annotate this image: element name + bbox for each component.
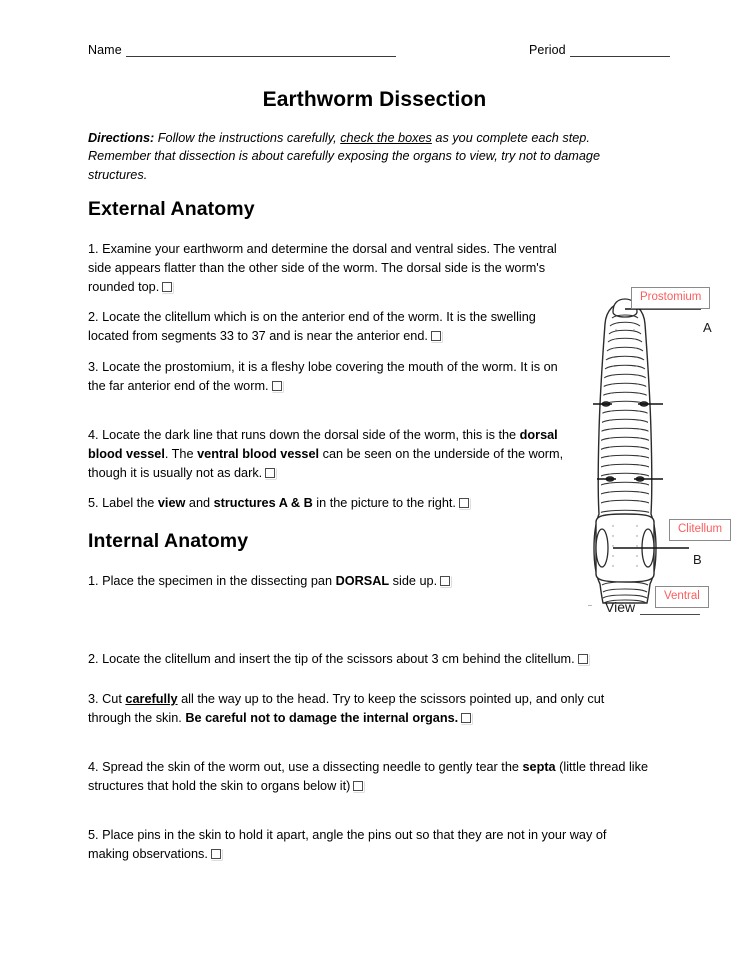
- item-text-a: Spread the skin of the worm out, use a dissecting needle to gently tear the: [98, 760, 523, 774]
- term-dorsal: DORSAL: [335, 574, 390, 588]
- checkbox-external-3[interactable]: [272, 381, 282, 391]
- list-item-internal-3: [88, 690, 648, 728]
- period-label: Period: [529, 43, 566, 57]
- item-text-b: . The: [164, 446, 198, 461]
- name-field-group: [88, 43, 396, 57]
- earthworm-illustration: [583, 282, 749, 627]
- page-title: Earthworm Dissection: [262, 88, 487, 111]
- item-text-a: Cut: [98, 692, 126, 706]
- checkbox-external-4[interactable]: [265, 468, 275, 478]
- checkbox-external-2[interactable]: [431, 331, 441, 341]
- item-text-a: Place the specimen in the dissecting pan: [98, 574, 336, 588]
- item-text-c: can be seen on the underside of the worm, though it is usually not as dark.: [88, 446, 564, 480]
- item-text-c: in the picture to the right.: [312, 496, 456, 510]
- section-heading-external: External Anatomy: [88, 198, 255, 220]
- item-number: 5.: [88, 496, 99, 510]
- view-text: View: [605, 599, 636, 615]
- term-view: view: [157, 496, 186, 510]
- item-text-a: Locate the dark line that runs down the dorsal side of the worm, this is the: [98, 428, 520, 442]
- checkbox-internal-3[interactable]: [461, 713, 471, 723]
- earthworm-diagram: [583, 282, 749, 627]
- list-item-external-4: [88, 426, 568, 482]
- list-item-external-2: [88, 308, 575, 346]
- item-text: Place pins in the skin to hold it apart, angle the pins out so that they are not in your way of making observations.: [88, 828, 607, 861]
- list-item-internal-1: [88, 572, 568, 591]
- period-field-group: [529, 43, 670, 57]
- item-text-b: (little thread like structures that hold the skin to organs below it): [88, 760, 648, 793]
- name-label: Name: [88, 43, 122, 57]
- item-number: 5.: [88, 828, 99, 842]
- item-number: 4.: [88, 428, 99, 442]
- view-blank-line[interactable]: [640, 604, 700, 615]
- list-item-internal-5: [88, 826, 648, 864]
- directions-paragraph: [88, 129, 656, 184]
- period-blank-line[interactable]: [570, 44, 670, 57]
- checkbox-internal-5[interactable]: [211, 849, 221, 859]
- item-number: 3.: [88, 360, 99, 374]
- label-box-prostomium[interactable]: Prostomium: [631, 287, 710, 309]
- checkbox-internal-4[interactable]: [353, 781, 363, 791]
- directions-text-2: as you complete each step. Remember that dissection is about carefully exposing the organs to view, try not to damage structures.: [88, 131, 601, 182]
- warning-internal-organs: Be careful not to damage the internal organs.: [185, 710, 459, 725]
- label-box-clitellum[interactable]: Clitellum: [669, 519, 731, 541]
- term-septa: septa: [522, 760, 556, 774]
- directions-text-1: Follow the instructions carefully,: [154, 131, 341, 145]
- item-number: 2.: [88, 652, 99, 666]
- checkbox-internal-1[interactable]: [440, 576, 450, 586]
- directions-underlined-phrase: check the boxes: [340, 131, 432, 145]
- list-item-internal-2: [88, 650, 588, 669]
- view-label-group: [605, 599, 700, 615]
- item-text-b: all the way up to the head. Try to keep the scissors pointed up, and only cut through the skin.: [88, 692, 605, 725]
- term-structures-ab: structures A & B: [213, 496, 313, 510]
- term-carefully: carefully: [125, 692, 178, 706]
- structure-letter-a: A: [703, 320, 712, 335]
- term-ventral-blood-vessel: ventral blood vessel: [197, 446, 320, 461]
- page-header: [88, 43, 661, 63]
- item-text-b: side up.: [389, 574, 438, 588]
- item-number: 3.: [88, 692, 99, 706]
- item-text: Locate the clitellum and insert the tip of the scissors about 3 cm behind the clitellum.: [98, 652, 575, 666]
- item-text: Locate the clitellum which is on the anterior end of the worm. It is the swelling located from segments 33 to 37 and is near the anterior end.: [88, 310, 536, 343]
- directions-label: Directions:: [88, 131, 155, 145]
- item-number: 4.: [88, 760, 99, 774]
- list-item-internal-4: [88, 758, 648, 796]
- section-heading-internal: Internal Anatomy: [88, 530, 249, 552]
- item-number: 1.: [88, 242, 99, 256]
- item-text-b: and: [185, 496, 214, 510]
- structure-letter-b: B: [693, 552, 702, 567]
- item-number: 1.: [88, 574, 99, 588]
- checkbox-external-1[interactable]: [162, 282, 172, 292]
- term-dorsal-blood-vessel: dorsal blood vessel: [88, 428, 558, 461]
- list-item-external-5: [88, 494, 568, 513]
- item-text: Locate the prostomium, it is a fleshy lobe covering the mouth of the worm. It is on the far anterior end of the worm.: [88, 360, 558, 393]
- label-box-ventral[interactable]: Ventral: [655, 586, 709, 608]
- name-blank-line[interactable]: [126, 44, 396, 57]
- item-number: 2.: [88, 310, 99, 324]
- checkbox-external-5[interactable]: [459, 498, 469, 508]
- checkbox-internal-2[interactable]: [578, 654, 588, 664]
- view-tick-mark: –: [588, 602, 592, 609]
- item-text-a: Label the: [98, 496, 158, 510]
- list-item-external-1: [88, 240, 583, 296]
- list-item-external-3: [88, 358, 558, 396]
- worm-body: [593, 299, 701, 603]
- item-text: Examine your earthworm and determine the dorsal and ventral sides. The ventral side appears flatter than the other side of the worm. The dorsal side is the worm's rounded top.: [88, 242, 557, 294]
